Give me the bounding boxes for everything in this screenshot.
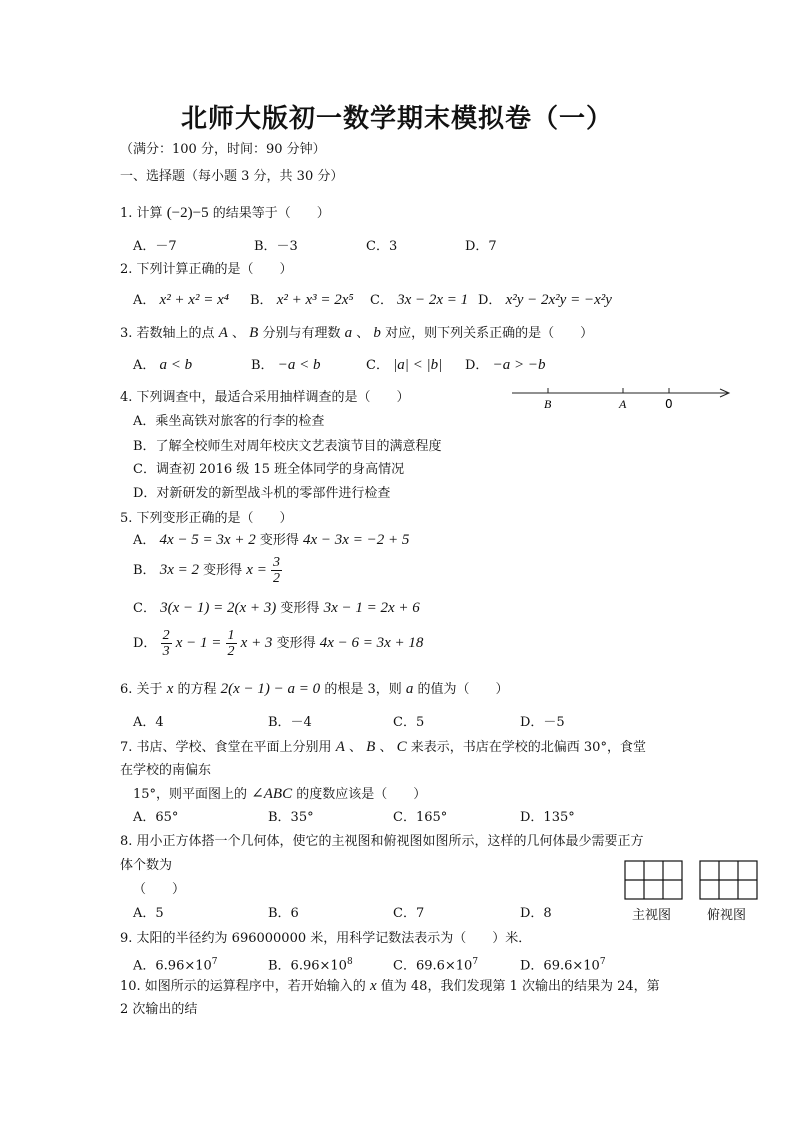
q8-option-c: C．7 — [393, 906, 425, 921]
q7-point-c: C — [396, 739, 407, 755]
q7-sep-1: 、 — [349, 740, 363, 755]
question-7-line-1 — [120, 737, 646, 758]
q5-d-mid: 变形得 — [276, 636, 316, 651]
q5-d-fraction-2 — [226, 628, 237, 659]
q5-c-expr1: 3(x − 1) = 2(x + 3) — [160, 600, 277, 616]
q7-option-d: D．135° — [520, 810, 575, 825]
q3-stem-b: 分别与有理数 — [262, 326, 341, 341]
q7-point-a: A — [335, 739, 345, 755]
q3-var-a: a — [344, 325, 353, 341]
q3-c-expr: |a| < |b| — [393, 357, 443, 373]
q9-a-base: A．6.96×10 — [133, 958, 212, 974]
q2-option-c — [370, 290, 468, 311]
q9-c-exponent: 7 — [472, 957, 479, 967]
q3-d-label: D． — [465, 358, 489, 373]
q2-option-d — [478, 290, 612, 311]
q3-sep-2: 、 — [356, 326, 370, 341]
q2-option-b — [250, 290, 354, 311]
q9-option-c — [393, 952, 478, 976]
q5-b-numerator: 3 — [272, 555, 280, 570]
q7-sep-2: 、 — [379, 740, 393, 755]
q6-equation: 2(x − 1) − a = 0 — [220, 681, 321, 697]
q1-tail: 的结果等于（ ） — [212, 206, 330, 221]
q5-b-label: B． — [133, 563, 156, 578]
q3-stem-c: 对应，则下列关系正确的是（ ） — [385, 326, 594, 341]
question-2-stem: 2. 下列计算正确的是（ ） — [120, 262, 293, 277]
q5-b-mid: 变形得 — [203, 563, 243, 578]
q3-a-expr: a < b — [159, 357, 193, 373]
q3-b-label: B． — [251, 358, 274, 373]
q10-l1b: 值为 48，我们发现第 1 次输出的结果为 24，第 — [380, 979, 660, 994]
q8-option-a: A．5 — [133, 906, 164, 921]
exam-info: （满分：100 分，时间：90 分钟） — [120, 142, 326, 157]
q7-l1a: 7. 书店、学校、食堂在平面上分别用 — [120, 740, 332, 755]
question-9-stem: 9. 太阳的半径约为 696000000 米，用科学记数法表示为（ ）米． — [120, 931, 532, 946]
q9-d-exponent: 7 — [599, 957, 606, 967]
q6-lead: 6. 关于 — [120, 682, 163, 697]
axis-label-b: B — [544, 397, 552, 411]
q3-point-a: A — [218, 325, 228, 341]
question-10-line-2: 2 次输出的结 — [120, 1002, 198, 1017]
q9-option-d — [520, 952, 606, 976]
q5-d-denominator-2: 2 — [227, 644, 235, 659]
top-view-caption: 俯视图 — [707, 908, 747, 923]
q7-option-b: B．35° — [268, 810, 314, 825]
q3-sep-1: 、 — [232, 326, 246, 341]
q9-b-base: B．6.96×10 — [268, 958, 347, 974]
q9-option-a — [133, 952, 218, 976]
q9-a-exponent: 7 — [211, 957, 218, 967]
q3-option-b — [251, 355, 320, 376]
q6-option-d: D．－5 — [520, 715, 565, 730]
q5-a-mid: 变形得 — [259, 533, 299, 548]
q3-option-d — [465, 355, 545, 376]
q5-c-expr2: 3x − 1 = 2x + 6 — [323, 600, 420, 616]
q5-d-numerator-2: 1 — [227, 628, 235, 643]
q3-d-expr: −a > −b — [492, 357, 546, 373]
q5-d-fraction-1 — [161, 628, 172, 659]
q3-option-a — [133, 355, 192, 376]
q5-option-c — [133, 598, 420, 619]
q5-c-mid: 变形得 — [280, 601, 320, 616]
q6-var-a: a — [405, 681, 414, 697]
q7-point-b: B — [366, 739, 376, 755]
q4-option-d: D．对新研发的新型战斗机的零部件进行检查 — [133, 486, 391, 501]
q3-b-expr: −a < b — [277, 357, 321, 373]
question-10-line-1 — [120, 976, 660, 997]
question-7-line-3 — [133, 784, 426, 805]
question-1-stem — [120, 203, 330, 224]
q6-var-x: x — [166, 681, 174, 697]
q5-d-numerator-1: 2 — [162, 628, 170, 643]
top-view-figure — [699, 860, 761, 902]
number-line-figure — [510, 383, 735, 413]
q5-d-denominator-1: 3 — [162, 644, 170, 659]
section-heading: 一、选择题（每小题 3 分，共 30 分） — [120, 169, 344, 184]
q8-option-d: D．8 — [520, 906, 552, 921]
question-8-line-2: 体个数为 — [120, 858, 173, 873]
q5-a-expr1: 4x − 5 = 3x + 2 — [159, 532, 256, 548]
q7-l3a: 15°，则平面图上的 — [133, 787, 248, 802]
question-8-line-3: （ ） — [133, 882, 186, 897]
q7-option-a: A．65° — [133, 810, 179, 825]
q2-a-expr: x² + x² = x⁴ — [159, 292, 229, 308]
q3-point-b: B — [249, 325, 259, 341]
question-6-stem — [120, 679, 509, 700]
q1-option-c: C．3 — [366, 239, 398, 254]
q5-d-label: D． — [133, 636, 157, 651]
q3-c-label: C． — [366, 358, 389, 373]
page-title: 北师大版初一数学期末模拟卷（一） — [180, 104, 613, 134]
q3-a-label: A． — [133, 358, 156, 373]
q9-b-exponent: 8 — [346, 957, 353, 967]
q6-option-b: B．－4 — [268, 715, 312, 730]
question-5-stem: 5. 下列变形正确的是（ ） — [120, 511, 293, 526]
q6-mid: 的方程 — [177, 682, 217, 697]
q2-b-label: B． — [250, 293, 273, 308]
q5-d-expr-part1: x − 1 = — [175, 635, 222, 651]
axis-label-zero: 0 — [665, 397, 673, 411]
q5-b-expr1: 3x = 2 — [159, 562, 199, 578]
q9-c-base: C．69.6×10 — [393, 958, 473, 974]
q4-option-c: C．调查初 2016 级 15 班全体同学的身高情况 — [133, 462, 405, 477]
q3-var-b: b — [373, 325, 381, 341]
question-7-line-2: 在学校的南偏东 — [120, 763, 212, 778]
q1-option-d: D．7 — [465, 239, 497, 254]
q2-option-a — [133, 290, 229, 311]
q5-d-expr2: 4x − 6 = 3x + 18 — [319, 635, 424, 651]
q6-tail-1: 的根是 3，则 — [324, 682, 402, 697]
question-8-line-1: 8. 用小正方体搭一个几何体，使它的主视图和俯视图如图所示，这样的几何体最少需要正方 — [120, 834, 644, 849]
q1-expression: (−2)−5 — [166, 205, 209, 221]
question-4-stem: 4. 下列调查中，最适合采用抽样调查的是（ ） — [120, 390, 410, 405]
q5-d-expr-part2: x + 3 — [240, 635, 273, 651]
q5-option-d — [133, 628, 423, 659]
q3-stem-a: 3. 若数轴上的点 — [120, 326, 215, 341]
q2-c-label: C． — [370, 293, 393, 308]
q4-option-b: B．了解全校师生对周年校庆文艺表演节目的满意程度 — [133, 439, 442, 454]
q5-c-label: C． — [133, 601, 156, 616]
axis-label-a: A — [619, 397, 627, 411]
q4-option-a: A．乘坐高铁对旅客的行李的检查 — [133, 414, 325, 429]
q2-a-label: A． — [133, 293, 156, 308]
q2-b-expr: x² + x³ = 2x⁵ — [276, 292, 354, 308]
q2-d-label: D． — [478, 293, 502, 308]
q7-angle: ∠ABC — [251, 786, 293, 802]
question-3-stem — [120, 323, 593, 344]
front-view-figure — [624, 860, 686, 902]
q6-option-c: C．5 — [393, 715, 425, 730]
q9-d-base: D．69.6×10 — [520, 958, 600, 974]
q10-l1a: 10. 如图所示的运算程序中，若开始输入的 — [120, 979, 366, 994]
q1-option-b: B．－3 — [254, 239, 298, 254]
q6-tail-2: 的值为（ ） — [417, 682, 509, 697]
front-view-caption: 主视图 — [632, 908, 672, 923]
q5-b-denominator: 2 — [272, 571, 280, 586]
q10-var-x: x — [369, 978, 377, 994]
q6-option-a: A．4 — [133, 715, 164, 730]
q5-a-expr2: 4x − 3x = −2 + 5 — [303, 532, 410, 548]
q3-option-c — [366, 355, 442, 376]
q7-l3b: 的度数应该是（ ） — [296, 787, 427, 802]
q2-c-expr: 3x − 2x = 1 — [397, 292, 469, 308]
q5-b-expr2: x = — [246, 562, 267, 578]
q5-option-b — [133, 555, 282, 586]
q1-lead: 1. 计算 — [120, 206, 163, 221]
q1-option-a: A．－7 — [133, 239, 177, 254]
q7-option-c: C．165° — [393, 810, 448, 825]
q2-d-expr: x²y − 2x²y = −x²y — [505, 292, 612, 308]
q5-b-fraction — [271, 555, 282, 586]
q5-option-a — [133, 530, 409, 551]
q9-option-b — [268, 952, 353, 976]
q8-option-b: B．6 — [268, 906, 299, 921]
q7-l1b: 来表示，书店在学校的北偏西 30°，食堂 — [410, 740, 646, 755]
q5-a-label: A． — [133, 533, 156, 548]
